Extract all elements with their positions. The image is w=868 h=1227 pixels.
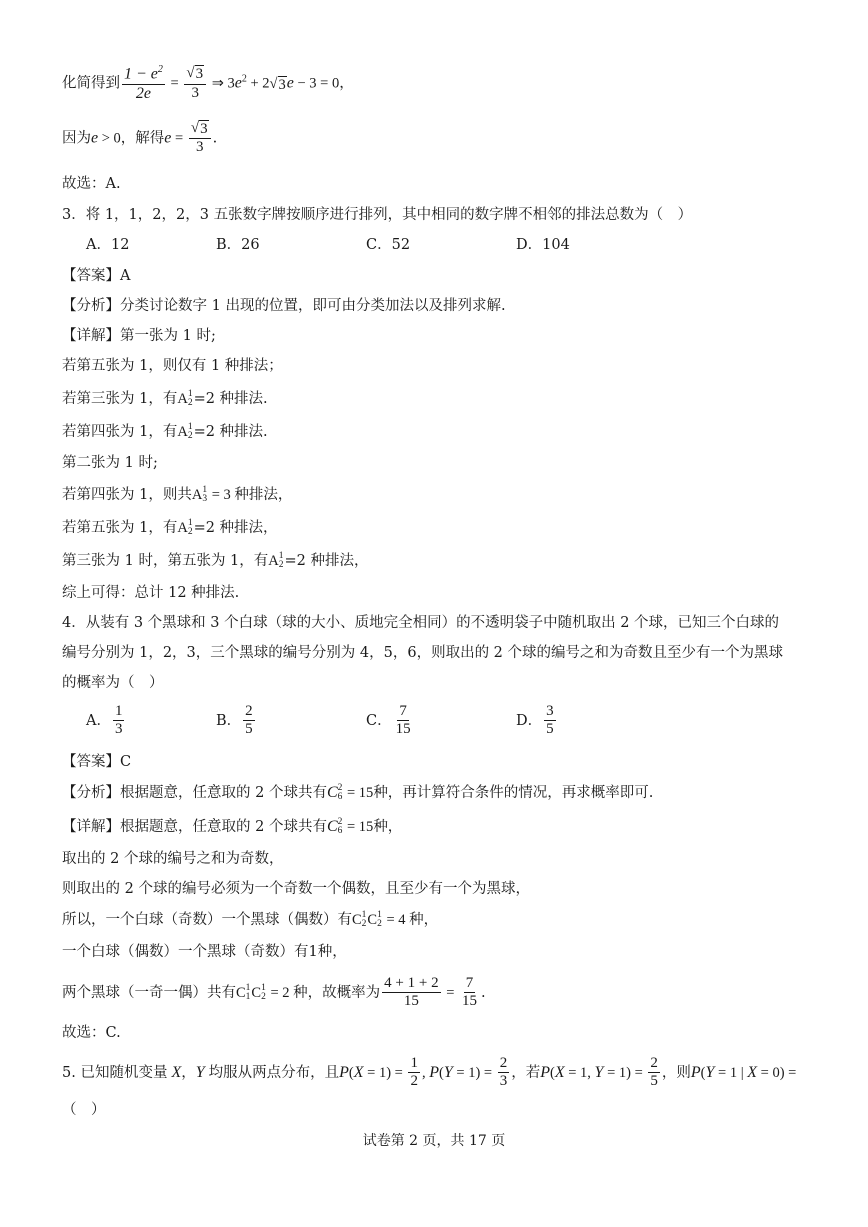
q4-option-a: A． $\frac{1}{3}$ [86,703,123,738]
solve-line: 因为e > 0，解得e = √ 3 3 . [62,120,218,156]
q3-option-b: B．26 [216,237,260,253]
q3-option-c: C．52 [366,237,411,253]
question-3: 3．将 1，1，2，2，3 五张数字牌按顺序进行排列，其中相同的数字牌不相邻的排法总数为（ ） [62,207,693,223]
fraction: $\frac{1 - e^2}{2e}$ [124,64,163,102]
q4-detail-2: 取出的 2 个球的编号之和为奇数， [62,851,284,867]
q4-detail-6: 两个黑球（一奇一偶）共有C 1 1 C 1 2 = 2 种，故概率为 $\frac{4 + 1 + 2}{15}$ = $\frac{7}{15}$ . [62,975,486,1010]
q3-option-d: D．104 [516,237,570,253]
q3-detail-7: 若第五张为 1，有A 1 2 =2 种排法， [62,517,278,537]
q3-answer: 【答案】A [62,268,131,284]
question-4-line-2: 编号分别为 1，2，3，三个黑球的编号分别为 4，5，6，则取出的 2 个球的编号之和为奇数且至少有一个为黑球 [62,645,784,661]
q3-analysis: 【分析】分类讨论数字 1 出现的位置，即可由分类加法以及排列求解. [62,298,506,314]
q3-detail-8: 第三张为 1 时，第五张为 1，有A 1 2 =2 种排法， [62,550,369,570]
page-footer: 试卷第 2 页，共 17 页 [362,1133,506,1149]
q3-detail-9: 综上可得：总计 12 种排法. [62,585,240,601]
fraction: √ 3 3 [184,65,206,102]
q4-detail-1: 【详解】根据题意，任意取的 2 个球共有C 2 6 = 15种， [62,816,403,836]
question-4-line-3: 的概率为（ ） [62,675,164,691]
question-4-line-1: 4．从装有 3 个黑球和 3 个白球（球的大小、质地完全相同）的不透明袋子中随机取出 2 个球，已知三个白球的 [62,615,780,631]
q3-detail-4: 若第四张为 1，有A 1 2 =2 种排法. [62,421,268,441]
q5-paren: （ ） [62,1102,106,1118]
q4-detail-7: 故选：C. [62,1025,121,1041]
q4-option-d: D． $\frac{3}{5}$ [516,703,554,738]
simplify-label: 化简得到 [62,75,120,92]
simplify-line: 化简得到 $\frac{1 - e^2}{2e}$ = √ 3 3 ⇒ $3e^2 + 2$ √ 3 e − 3 = 0， [62,64,354,102]
q3-detail-1: 【详解】第一张为 1 时; [62,328,216,344]
q3-detail-6: 若第四张为 1，则共A 1 3 = 3 种排法， [62,484,293,504]
q4-analysis: 【分析】根据题意，任意取的 2 个球共有C 2 6 = 15种，再计算符合条件的情况，再求概率即可. [62,782,654,802]
q3-detail-3: 若第三张为 1，有A 1 2 =2 种排法. [62,388,268,408]
q4-option-b: B． $\frac{2}{5}$ [216,703,253,738]
choice-line: 故选：A. [62,176,121,192]
q4-option-c: C． $\frac{7}{15}$ [366,703,411,738]
q3-option-a: A．12 [86,237,130,253]
question-5: 5. 已知随机变量 X，Y 均服从两点分布，且P(X = 1) = $\frac{1}{2}$ , P(Y = 1) = $\frac{2}{3}$ ，若P(X = 1, Y = 1) = $\frac{2}{5}$ ，则P(Y = 1 | X = 0) = [62,1055,797,1090]
q4-detail-3: 则取出的 2 个球的编号必须为一个奇数一个偶数，且至少有一个为黑球， [62,881,530,897]
q4-answer: 【答案】C [62,754,132,770]
q3-detail-5: 第二张为 1 时; [62,455,158,471]
q3-detail-2: 若第五张为 1，则仅有 1 种排法； [62,358,283,374]
fraction: √ 3 3 [189,120,211,157]
q4-detail-4: 所以，一个白球（奇数）一个黑球（偶数）有C 1 2 C 1 2 = 4 种， [62,909,439,929]
q4-detail-5: 一个白球（偶数）一个黑球（奇数）有1种， [62,944,347,960]
